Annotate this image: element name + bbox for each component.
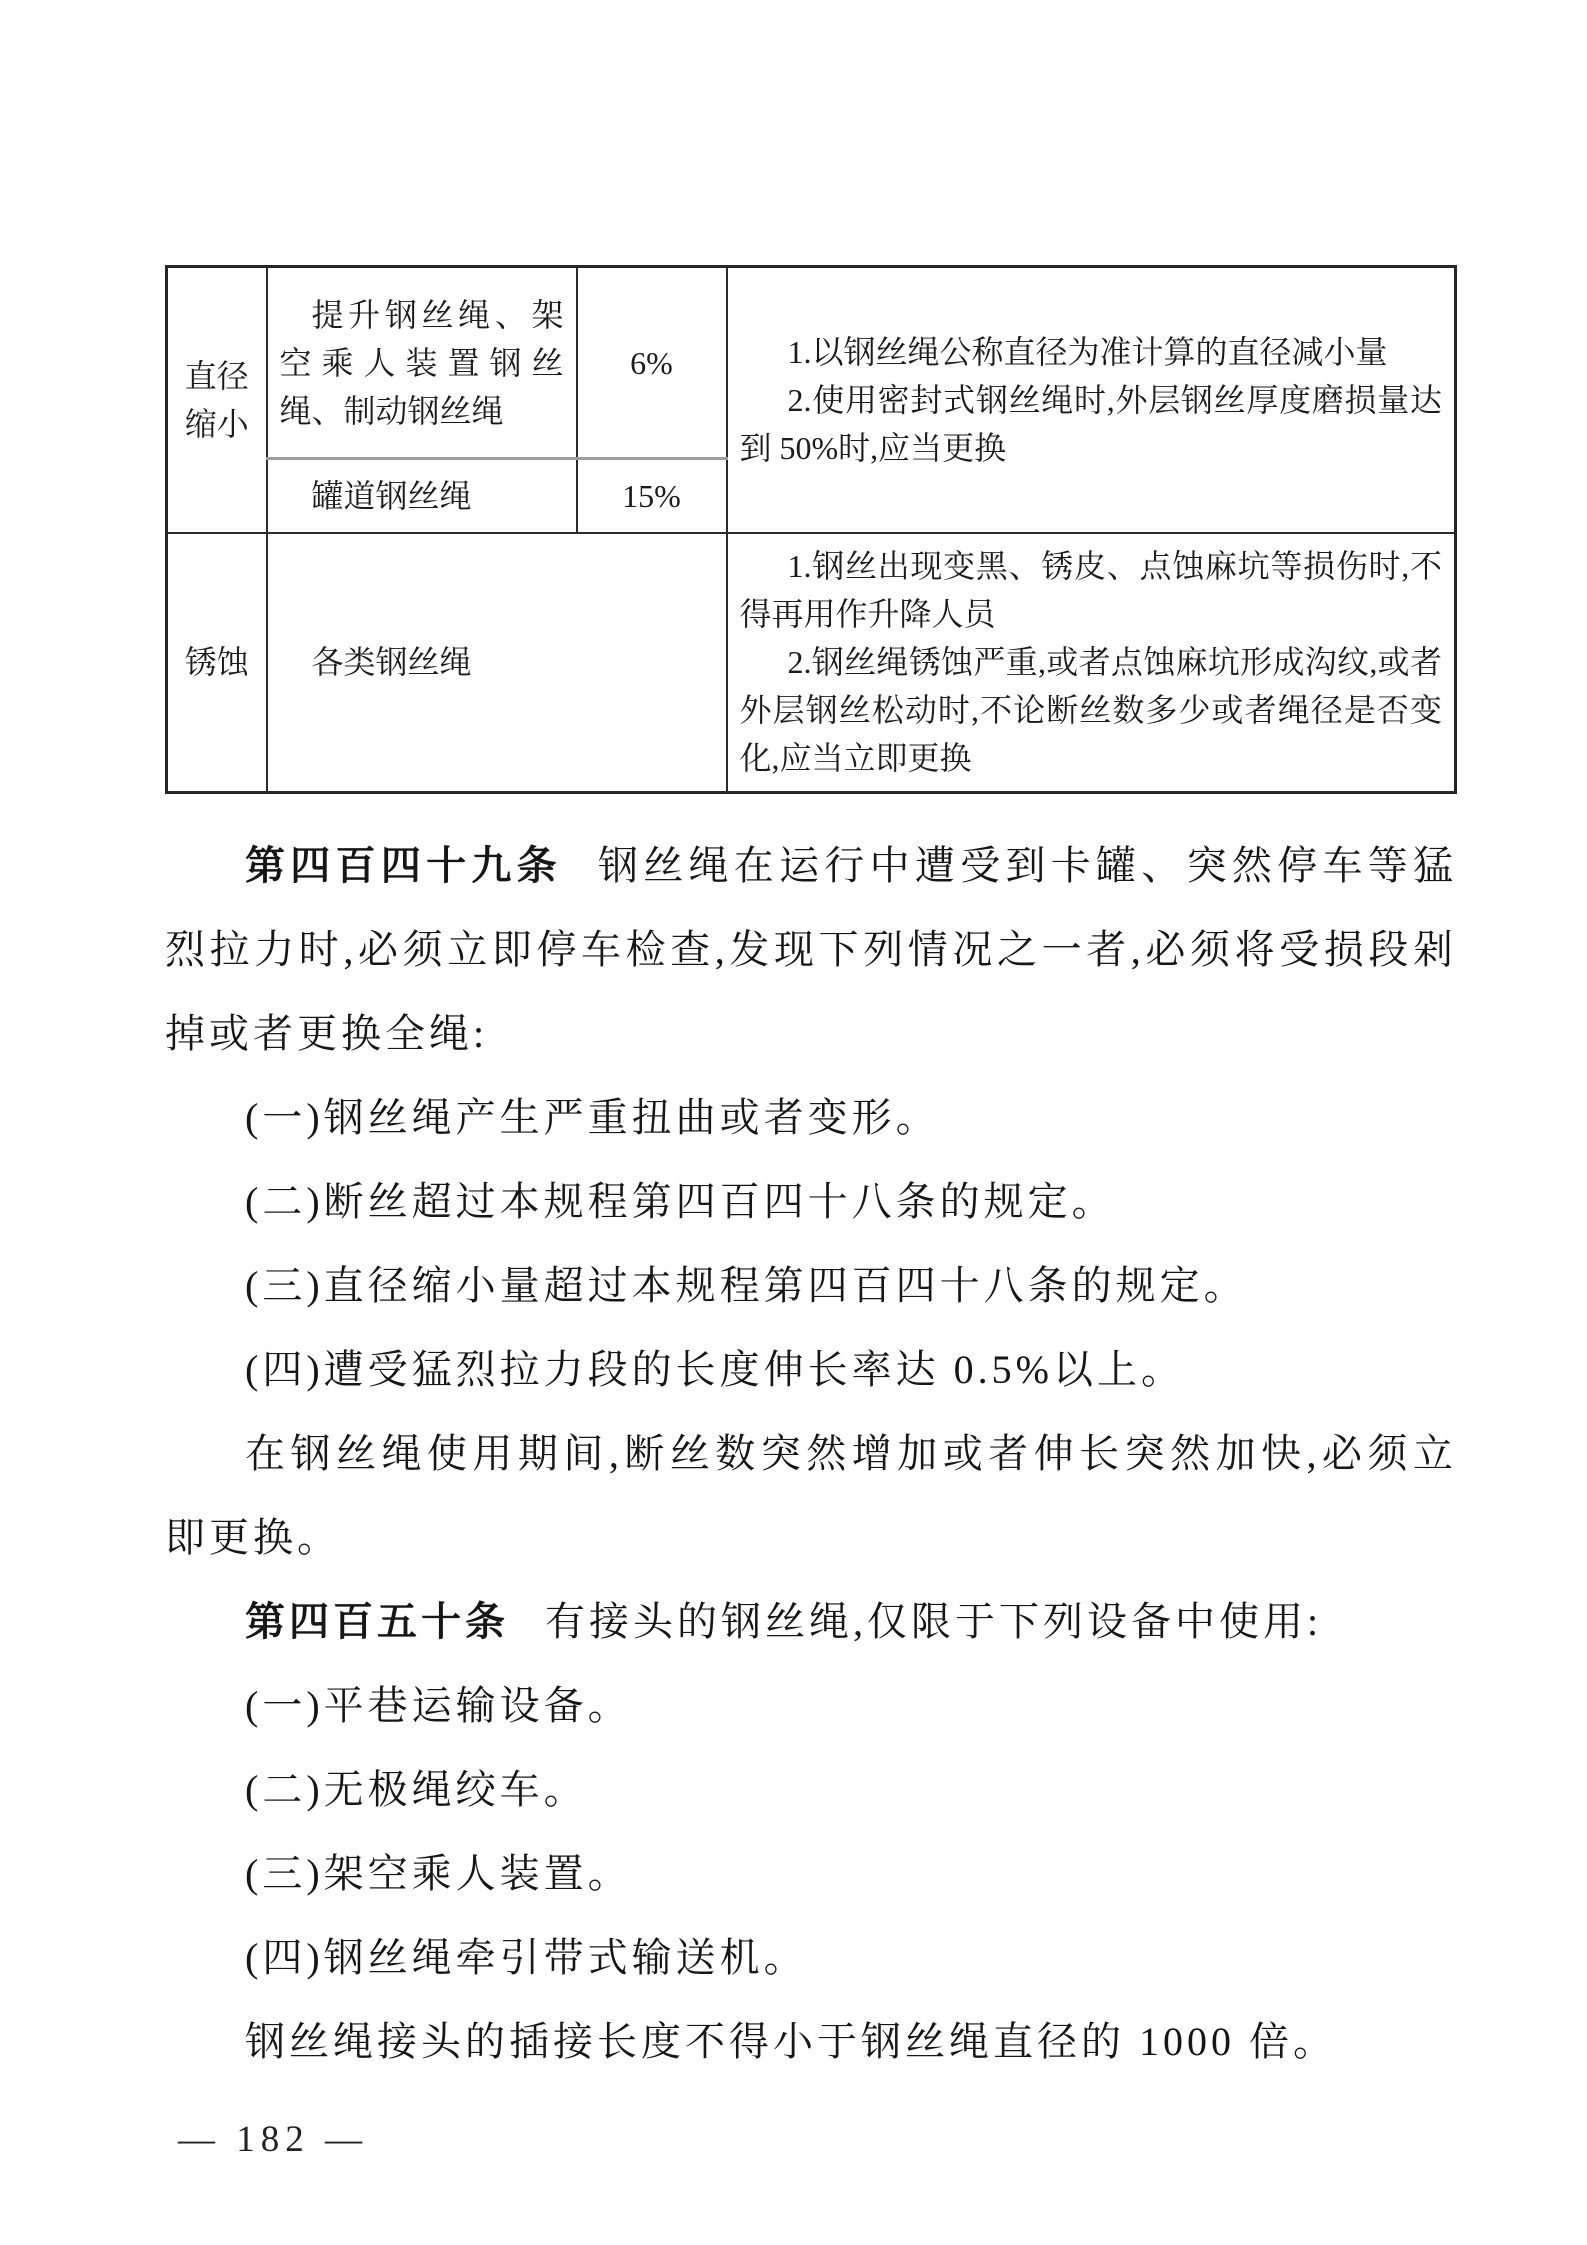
body-text (165, 824, 1457, 2084)
list-item-449-1: (一)钢丝绳产生严重扭曲或者变形。 (245, 1095, 940, 1140)
criteria-line: 2.使用密封式钢丝绳时,外层钢丝厚度磨损量达到 50%时,应当更换 (739, 381, 1442, 466)
list-item-449-4: (四)遭受猛烈拉力段的长度伸长率达 0.5%以上。 (245, 1347, 1185, 1392)
cell-limit-15-percent: 15% (577, 459, 727, 533)
cell-limit-6-percent: 6% (577, 267, 727, 459)
table-row (167, 267, 1456, 459)
list-item-449-2: (二)断丝超过本规程第四百四十八条的规定。 (245, 1179, 1116, 1224)
criteria-line: 1.以钢丝绳公称直径为准计算的直径减小量 (787, 333, 1388, 370)
list-item-450-1: (一)平巷运输设备。 (245, 1683, 632, 1728)
page-number: — 182 — (178, 2119, 368, 2160)
table-row (167, 533, 1456, 793)
cell-criteria-diameter (727, 267, 1456, 533)
list-item-450-2: (二)无极绳绞车。 (245, 1767, 588, 1812)
cell-rope-type-cage-guide: 罐道钢丝绳 (267, 459, 577, 533)
list-item-449-3: (三)直径缩小量超过本规程第四百四十八条的规定。 (245, 1263, 1248, 1308)
page-content (165, 265, 1457, 2084)
cell-rope-type-hoisting: 提升钢丝绳、架空乘人装置钢丝绳、制动钢丝绳 (267, 267, 577, 459)
paragraph-450-note: 钢丝绳接头的插接长度不得小于钢丝绳直径的 1000 倍。 (245, 2019, 1337, 2064)
article-449-number: 第四百四十九条 (245, 843, 562, 888)
article-450-number: 第四百五十条 (245, 1599, 509, 1644)
article-449-text: 钢丝绳在运行中遭受到卡罐、突然停车等猛烈拉力时,必须立即停车检查,发现下列情况之一者,必须将受损段剁掉或者更换全绳: (165, 843, 1458, 1056)
paragraph-article-449 (165, 824, 1457, 1076)
cell-rope-type-all: 各类钢丝绳 (267, 533, 727, 793)
wire-rope-inspection-table (165, 265, 1457, 794)
criteria-line: 1.钢丝出现变黑、锈皮、点蚀麻坑等损伤时,不得再用作升降人员 (739, 548, 1442, 633)
article-450-text: 有接头的钢丝绳,仅限于下列设备中使用: (545, 1599, 1323, 1644)
cell-category-corrosion: 锈蚀 (167, 533, 267, 793)
paragraph-article-450 (165, 1580, 1457, 1664)
list-item-450-4: (四)钢丝绳牵引带式输送机。 (245, 1935, 808, 1980)
cell-category-diameter-reduction: 直径缩小 (167, 267, 267, 533)
cell-criteria-corrosion (727, 533, 1456, 793)
paragraph-449-note: 在钢丝绳使用期间,断丝数突然增加或者伸长突然加快,必须立即更换。 (165, 1431, 1457, 1560)
list-item-450-3: (三)架空乘人装置。 (245, 1851, 632, 1896)
criteria-line: 2.钢丝绳锈蚀严重,或者点蚀麻坑形成沟纹,或者外层钢丝松动时,不论断丝数多少或者绳径是否变化,应当立即更换 (739, 644, 1442, 777)
